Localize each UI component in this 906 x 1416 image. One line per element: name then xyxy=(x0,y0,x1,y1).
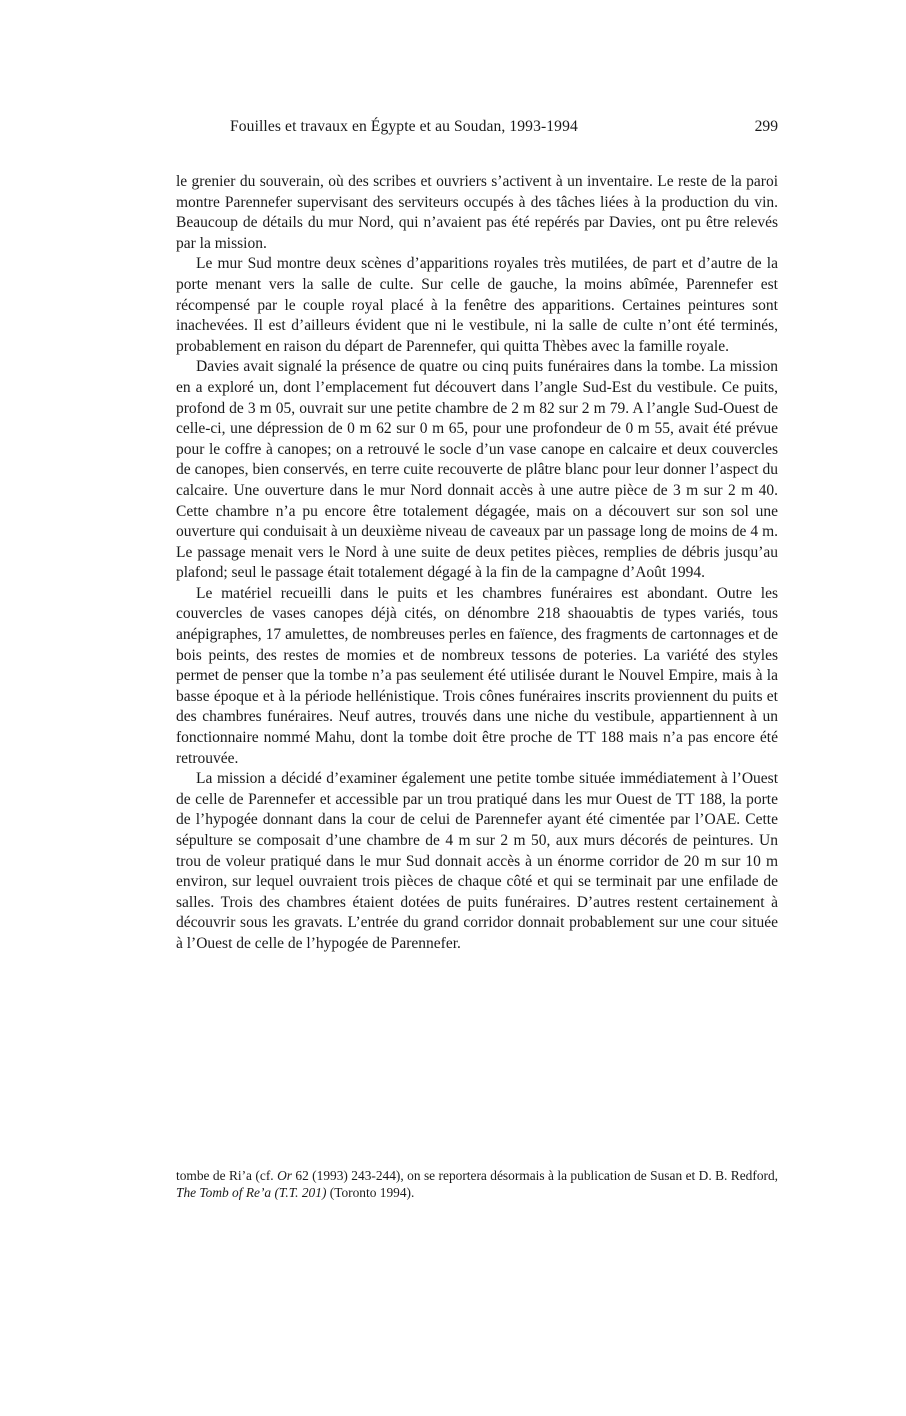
footnote-book-title: The Tomb of Re’a (T.T. 201) xyxy=(176,1185,327,1201)
running-title: Fouilles et travaux en Égypte et au Soudan, 1993-1994 xyxy=(230,118,578,135)
footnote xyxy=(176,1167,778,1202)
footnote-text-part-3: (Toronto 1994). xyxy=(326,1185,415,1201)
running-header xyxy=(176,118,778,140)
body-text xyxy=(176,172,778,955)
paragraph-4: Le matériel recueilli dans le puits et les chambres funéraires est abondant. Outre les couvercles de vases canopes déjà cités, on dénombre 218 shaouabtis de types variés, tous anépigraphes, 17 amulettes, de nombreuses perles en faïence, des fragments de cartonnages et de bois peints, des restes de momies et de nombreux tessons de poteries. La variété des styles permet de penser que la tombe n’a pas seulement été utilisée durant le Nouvel Empire, mais à la basse époque et à la période hellénistique. Trois cônes funéraires inscrits proviennent du puits et des chambres funéraires. Neuf autres, trouvés dans une niche du vestibule, appartiennent à un fonctionnaire nommé Mahu, dont la tombe doit être proche de TT 188 mais n’a pas encore été retrouvée. xyxy=(176,584,778,767)
footnote-text xyxy=(176,1167,778,1202)
footnote-text-part-1: tombe de Ri’a (cf. xyxy=(176,1168,278,1183)
page-number: 299 xyxy=(754,118,778,135)
paragraph-5: La mission a décidé d’examiner également une petite tombe située immédiatement à l’Ouest de celle de Parennefer et accessible par un trou pratiqué dans les mur Ouest de TT 188, la porte de l’hypogée donnant dans la cour de celui de Parennefer ayant été cimentée par l’OAE. Cette sépulture se composait d’une chambre de 4 m sur 2 m 50, aux murs décorés de peintures. Un trou de voleur pratiqué dans le mur Sud donnait accès à un énorme corridor de 20 m sur 10 m environ, sur lequel ouvraient trois pièces de chaque côté et qui se terminait par une enfilade de salles. Trois des chambres étaient dotées de puits funéraires. D’autres restent certainement à découvrir sous les gravats. L’entrée du grand corridor donnait probablement sur une cour située à l’Ouest de celle de l’hypogée de Parennefer. xyxy=(176,770,778,952)
paragraph-2: Le mur Sud montre deux scènes d’apparitions royales très mutilées, de part et d’autre de la porte menant vers la salle de culte. Sur celle de gauche, la moins abîmée, Parennefer est récompensé par le couple royal placé à la fenêtre des apparitions. Certaines peintures sont inachevées. Il est d’ailleurs évident que ni le vestibule, ni la salle de culte n’ont été terminés, probablement en raison du départ de Parennefer, qui quitta Thèbes avec la famille royale. xyxy=(176,255,778,355)
footnote-text-part-2: 62 (1993) 243-244), on se reportera désormais à la publication de Susan et D. B. Redford, xyxy=(291,1168,779,1183)
paragraph-1: le grenier du souverain, où des scribes et ouvriers s’activent à un inventaire. Le reste de la paroi montre Parennefer supervisant des serviteurs occupés à des tâches liées à la production du vin. Beaucoup de détails du mur Nord, qui n’avaient pas été repérés par Davies, ont pu être relevés par la mission. xyxy=(176,173,778,252)
paragraph-3: Davies avait signalé la présence de quatre ou cinq puits funéraires dans la tombe. La mission en a exploré un, dont l’emplacement fut découvert dans l’angle Sud-Est du vestibule. Ce puits, profond de 3 m 05, ouvrait sur une petite chambre de 2 m 82 sur 2 m 79. A l’angle Sud-Ouest de celle-ci, une dépression de 0 m 62 sur 0 m 65, pour une profondeur de 0 m 55, avait été prévue pour le coffre à canopes; on a retrouvé le socle d’un vase canope en calcaire et deux couvercles de canopes, bien conservés, en terre cuite recouverte de plâtre blanc pour leur donner l’aspect du calcaire. Une ouverture dans le mur Nord donnait accès à une autre pièce de 3 m sur 2 m 40. Cette chambre n’a pu encore être totalement dégagée, mais on a découvert sur son sol une ouverture qui conduisait à un deuxième niveau de caveaux par un passage long de moins de 4 m. Le passage menait vers le Nord à une suite de deux petites pièces, remplies de débris jusqu’au plafond; seul le passage était totalement dégagé à la fin de la campagne d’Août 1994. xyxy=(176,358,778,582)
footnote-journal: Or xyxy=(277,1168,292,1183)
